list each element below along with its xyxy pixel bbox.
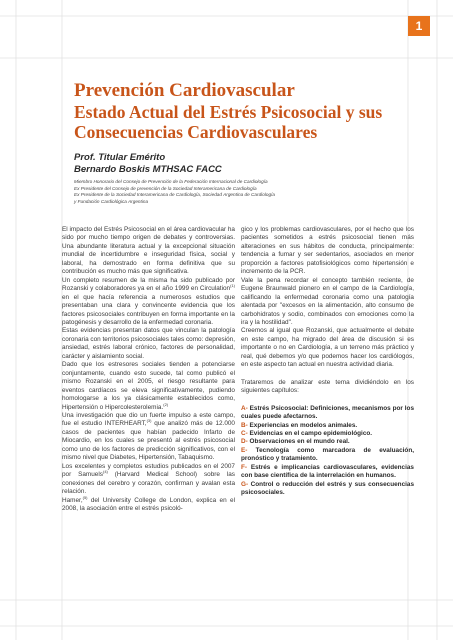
chapter-list — [241, 405, 414, 498]
chapter-item — [241, 464, 414, 481]
title-line-2: Estado Actual del Estrés Psicosocial y sus Consecuencias Cardiovasculares — [74, 102, 383, 142]
paragraph: Trataremos de analizar este tema dividiéndolo en los siguientes capítulos: — [241, 378, 414, 395]
citation: (3) — [146, 418, 152, 424]
chapter-item — [241, 405, 414, 422]
author-name: Bernardo Boskis MTHSAC FACC — [74, 164, 222, 175]
chapter-text: Observaciones en el mundo real. — [249, 438, 350, 446]
affiliation-line: y Fundación Cardiológica Argentina — [74, 198, 149, 204]
chapter-text: Estrés Psicosocial: Definiciones, mecanismos por los cuales puede afectarnos. — [241, 404, 415, 421]
affiliations — [74, 179, 384, 205]
chapter-text: Control o reducción del estrés y sus consecuencias psicosociales. — [241, 480, 415, 497]
paragraph — [62, 361, 235, 412]
article-title — [74, 80, 414, 142]
text-run: Hamer, — [62, 496, 83, 504]
left-column — [62, 226, 235, 513]
chapter-item — [241, 481, 414, 498]
chapter-item — [241, 438, 414, 446]
text-run: Un completo resumen de la misma ha sido publicado por Rozanski y colaboradores ya en el año 1999 en Circulation — [62, 276, 235, 293]
paragraph: Estas evidencias presentan datos que vinculan la patología coronaria con territorios psicosociales tales como: depresión, ansiedad, estrés laboral crónico, factores de personalidad, carácter y aislamiento social. — [62, 327, 235, 360]
paragraph: Vale la pena recordar el concepto también reciente, de Eugene Braunwald pionero en el campo de la Cardiología, calificando la enfermedad coronaria como una patología alentada por "excesos en la alimentación, alto consumo de carbohidratos y sodio, combinados con emociones como la ira y la hostilidad". — [241, 276, 414, 326]
chapter-text: Evidencias en el campo epidemiológico. — [249, 429, 373, 437]
chapter-letter: D- — [241, 438, 248, 446]
chapter-letter: E- — [241, 446, 248, 454]
chapter-text: Estrés e implicancias cardiovasculares, evidencias con base científica de la interrelación en humanos. — [241, 463, 414, 480]
chapter-letter: B- — [241, 421, 248, 429]
paragraph — [62, 412, 235, 463]
paragraph — [62, 277, 235, 328]
title-line-1: Prevención Cardiovascular — [74, 80, 295, 101]
chapter-item — [241, 447, 414, 464]
text-run: que analizó más de 12.000 casos de pacientes que habían padecido Infarto de Miocardio, en los cuales se presentó al estrés psicosocial como uno de los factores de predicción significativos, con el mismo nivel que Diabetes, Hipertensión, Tabaquismo. — [62, 420, 235, 462]
author-title: Prof. Titular Emérito — [74, 152, 166, 163]
text-run: (Harvard Medical School) sobre las conexiones del cerebro y corazón, confirman y avalan esta relación. — [62, 471, 235, 496]
paragraph — [62, 494, 235, 514]
chapter-letter: A- — [241, 404, 248, 412]
chapter-letter: G- — [241, 480, 249, 488]
text-run: Una investigación que dio un fuerte impulso a este campo, fue el estudio INTERHEART, — [62, 411, 235, 428]
citation: (2) — [163, 401, 169, 407]
chapter-text: Experiencias en modelos animales. — [249, 421, 358, 429]
text-run: en el que hacía referencia a numerosos estudios que presentaban una clara y convincente evidencia que los factores psicosociales contribuyen en forma importante en la patogénesis y desarrollo de la enfermedad coronaria. — [62, 293, 235, 326]
citation: (5) — [82, 494, 88, 500]
right-column — [241, 226, 414, 498]
affiliation-line: Ex Presidente del Consejo de prevención de la Sociedad Interamericana de Cardiología — [74, 185, 257, 191]
chapter-item — [241, 430, 414, 438]
chapter-letter: F- — [241, 463, 248, 471]
page-number: 1 — [415, 19, 423, 33]
paragraph: gico y los problemas cardiovasculares, por el hecho que los pacientes sometidos a estrés psicosocial tienen más alteraciones en sus hábitos de conducta, principalmente: tendencia a fumar y ser sedentarios, asociados en menor proporción a factores patofisiológicos como hipertensión e incremento de la PCR. — [241, 226, 414, 276]
page-number-badge — [408, 16, 430, 36]
affiliation-line: Ex Presidente de la Sociedad Interamericana de Cardiología, Sociedad Argentina de Cardiología — [74, 192, 275, 198]
chapter-letter: C- — [241, 429, 248, 437]
citation: (4) — [102, 469, 108, 475]
paragraph: Creemos al igual que Rozanski, que actualmente el debate en este campo, ha migrado del área de discusión si es importante o no en Cardiología, a un terreno más práctico y real, qué debemos y/o que podemos hacer los cardiólogos, en este aspecto tan actual en nuestra actividad diaria. — [241, 327, 414, 369]
author-block — [74, 152, 394, 176]
citation: (1) — [230, 283, 235, 289]
affiliation-line: Miembro Honorario del Consejo de Prevención de la Federación Internacional de Cardiología — [74, 179, 268, 184]
text-run: del University College de London, explica en el 2008, la asociación entre el estrés psicoló- — [62, 496, 235, 512]
chapter-item — [241, 422, 414, 430]
paragraph: El impacto del Estrés Psicosocial en el área cardiovacular ha sido por mucho tiempo origen de debates y controversias. Una abundante literatura actual y la excepcional situación mundial de incertidumbre e inseguridad física, social y laboral, ha demostrado en forma definitiva que su contribución es mucho más que significativa. — [62, 226, 235, 276]
text-run: Los excelentes y completos estudios publicados en el 2007 por Samuels — [62, 462, 235, 479]
text-run: Dado que los estresores sociales tienden a potenciarse conjuntamente, cuando esto sucede, tal como publicó el mismo Rozanski en el 2005, el riesgo resultante para eventos cardíacos se eleva significativamente, pudiendo homologarse a los ya clásicamente establecidos como, Hipertensión o Hipercolesterolemia. — [62, 361, 235, 411]
chapter-text: Tecnología como marcadora de evaluación, pronóstico y tratamiento. — [241, 446, 414, 463]
